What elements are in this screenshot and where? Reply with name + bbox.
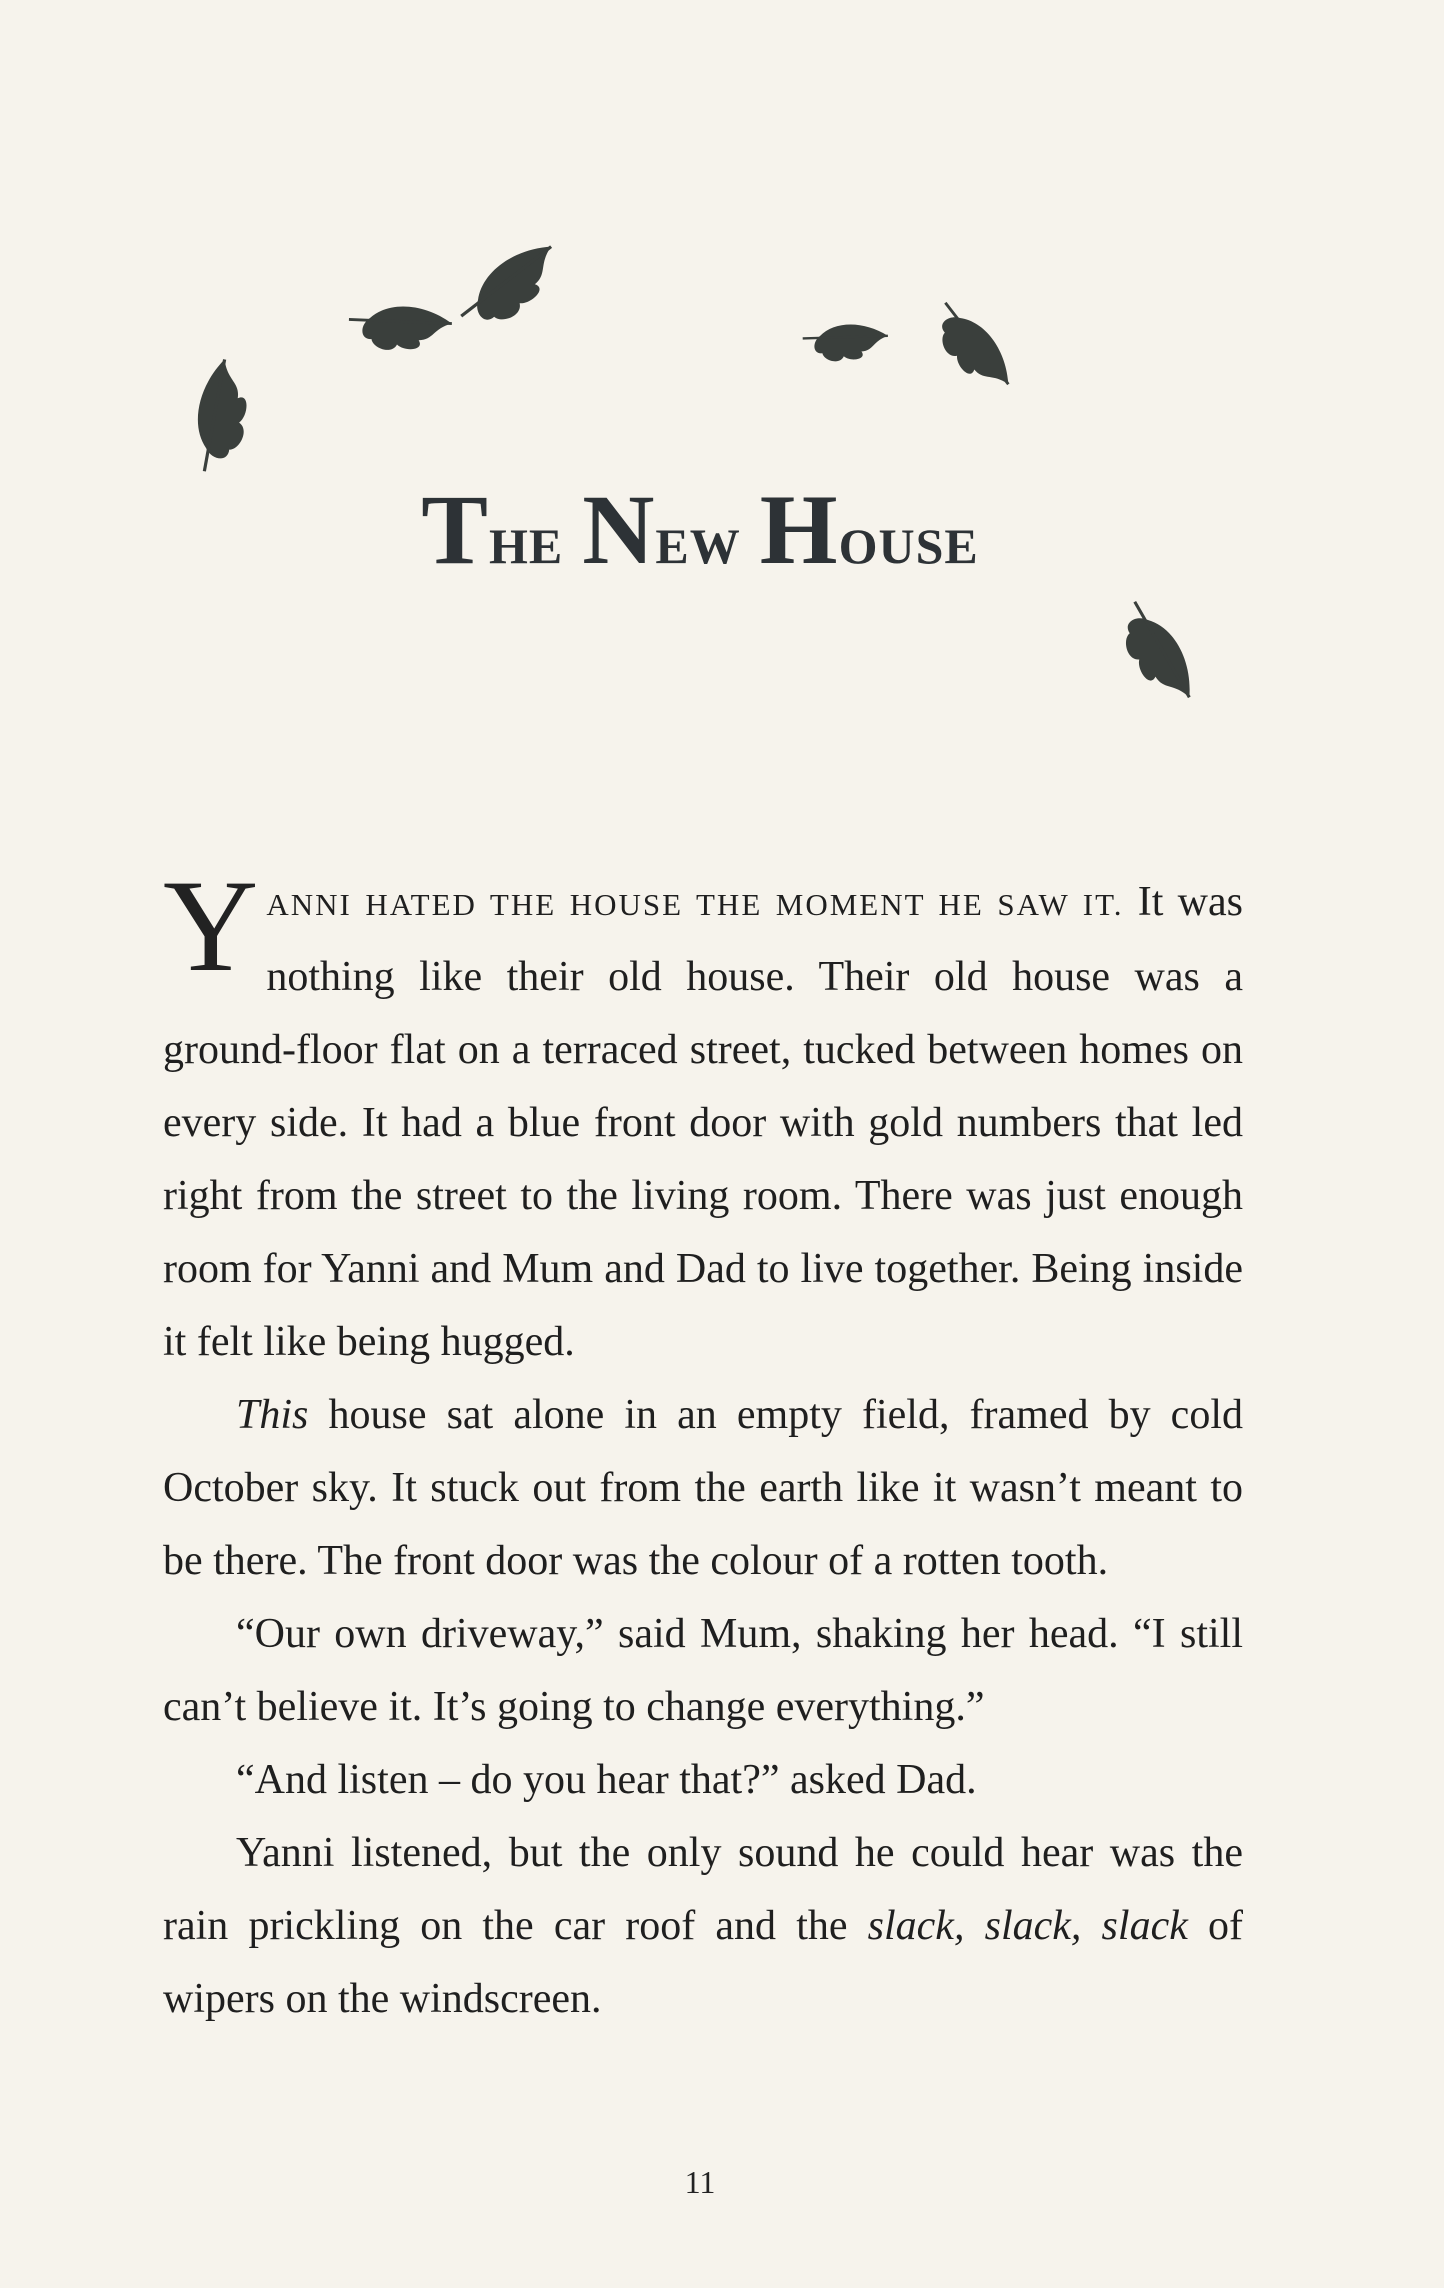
opening-paragraph-text: It was nothing like their old house. Their old house was a ground-floor flat on a terraced street, tucked between homes on every side. It had a blue front door with gold numbers that led right from the street to the living room. There was just enough room for Yanni and Mum and Dad to live together. Being inside it felt like being hugged. (163, 879, 1243, 1365)
leaf-icon (178, 356, 266, 479)
leaf-icon (1113, 592, 1198, 711)
page-number: 11 (684, 2164, 716, 2200)
falling-leaves-illustration (0, 0, 1444, 760)
leaf-icon (448, 239, 572, 338)
leaf-icon (926, 291, 1016, 403)
italic-emphasis: slack, slack, slack (867, 1903, 1188, 1949)
paragraph-opening (163, 852, 1243, 1379)
paragraph-text: house sat alone in an empty field, framed by cold October sky. It stuck out from the earth like it wasn’t meant to be there. The front door was the colour of a rotten tooth. (163, 1392, 1243, 1584)
paragraph: “Our own driveway,” said Mum, shaking her head. “I still can’t believe it. It’s going to change everything.” (163, 1611, 1243, 1730)
paragraph: “And listen – do you hear that?” asked Dad. (236, 1757, 977, 1803)
chapter-title: The New House (421, 474, 979, 585)
leaf-icon (800, 318, 889, 369)
paragraph-text: of wipers on the windscreen. (163, 1903, 1243, 2022)
paragraph-text: Yanni listened, but the only sound he could hear was the rain prickling on the car roof and the (163, 1830, 1243, 1949)
paragraph (163, 1379, 1243, 1598)
lead-in-small-caps: ANNI HATED THE HOUSE THE MOMENT HE SAW IT. (266, 887, 1124, 922)
paragraph (163, 1817, 1243, 2036)
italic-emphasis: This (236, 1392, 309, 1438)
chapter-body (163, 852, 1243, 2036)
drop-cap: Y (163, 852, 259, 999)
leaf-icon (344, 295, 453, 363)
